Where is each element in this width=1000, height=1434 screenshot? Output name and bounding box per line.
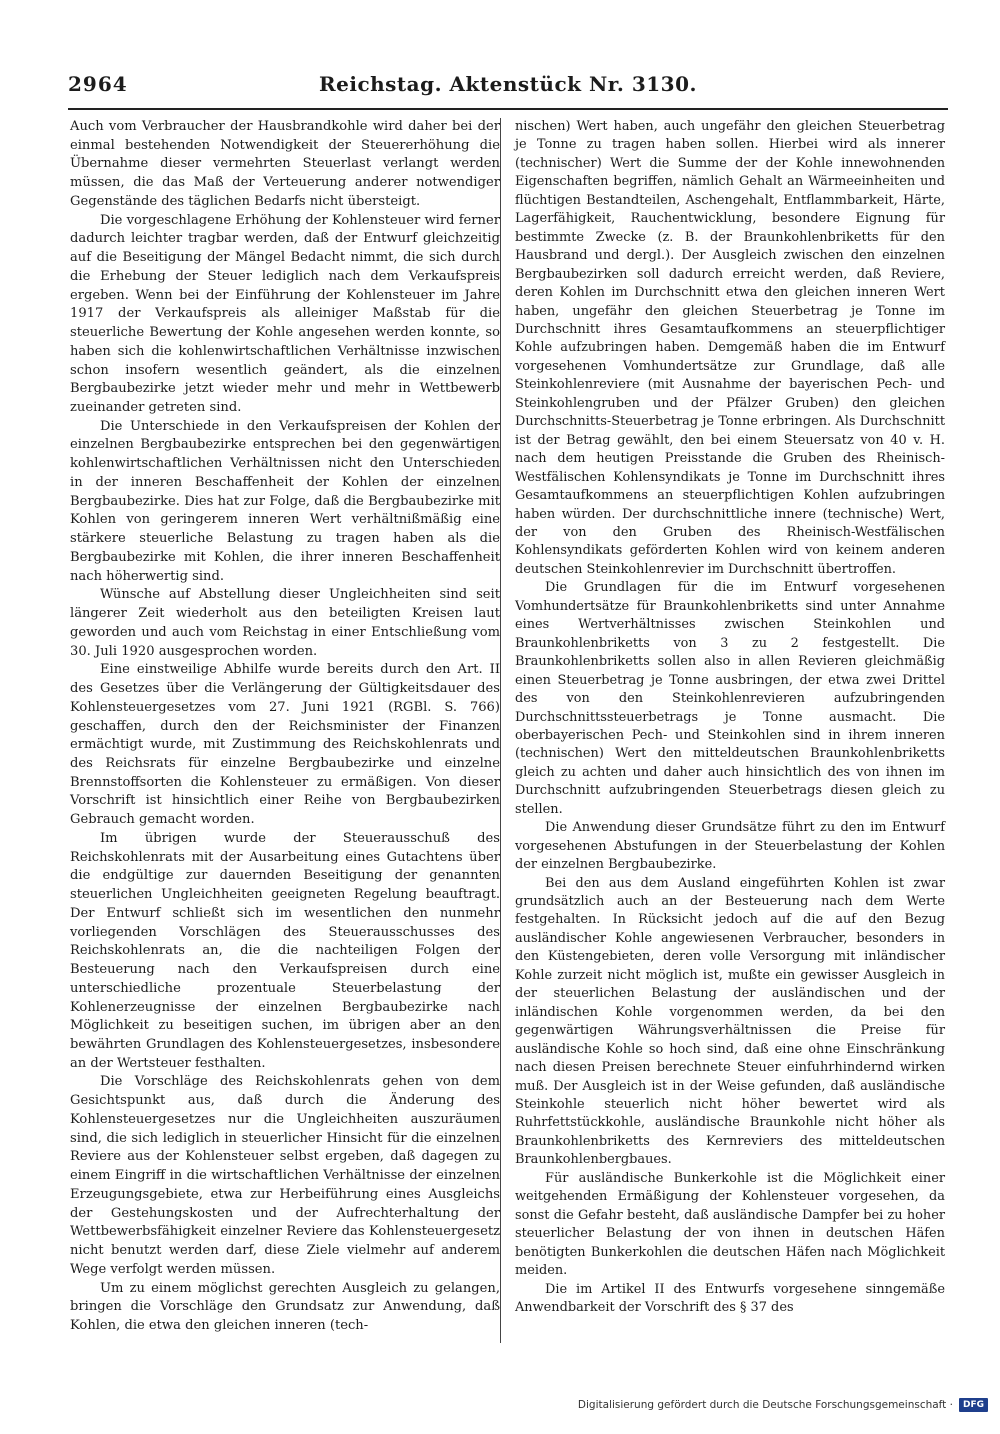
paragraph: Die Vorschläge des Reichskohlenrats gehen von dem Gesichtspunkt aus, daß durch die Änderung des Kohlensteuergesetzes nur die Ungleichheiten auszuräumen sind, die sich lediglich in steuerlicher Hinsicht für die einzelnen Reviere aus der Kohlensteuer selbst ergeben, daß dagegen zu einem Eingriff in die wirtschaftlichen Verhältnisse der einzelnen Erzeugungsgebiete, etwa zur Herbeiführung eines Ausgleichs der Gestehungskosten und der Aufrechterhaltung der Wettbewerbsfähigkeit einzelner Reviere das Kohlensteuergesetz nicht benutzt werden darf, diese Ziele vielmehr auf anderem Wege verfolgt werden müssen. — [70, 1074, 500, 1277]
paragraph: nischen) Wert haben, auch ungefähr den gleichen Steuerbetrag je Tonne zu tragen haben sollen. Hierbei wird als innerer (technischer) Wert die Summe der der Kohle innewohnenden Eigenschaften begriffen, nämlich Gehalt an Wärmeeinheiten und flüchtigen Bestandteilen, Aschengehalt, Entflammbarkeit, Härte, Lagerfähigkeit, Rauchentwicklung, besondere Eignung für bestimmte Zwecke (z. B. der Braunkohlenbriketts für den Hausbrand und dergl.). Der Ausgleich zwischen den einzelnen Bergbaubezirken soll dadurch erreicht werden, daß Reviere, deren Kohlen im Durchschnitt etwa den gleichen inneren Wert haben, ungefähr den gleichen Steuerbetrag je Tonne im Durchschnitt ihres Gesamtaufkommens an steuerpflichtiger Kohle aufzubringen haben. Demgemäß haben die im Entwurf vorgesehenen Vomhundertsätze zur Grundlage, daß alle Steinkohlenreviere (mit Ausnahme der bayerischen Pech- und Steinkohlengruben und der Pfälzer Gruben) den gleichen Durchschnitts-Steuerbetrag je Tonne erbringen. Als Durchschnitt ist der Betrag gewählt, den bei einem Steuersatz von 40 v. H. nach dem heutigen Preisstande die Gruben des Rheinisch-Westfälischen Kohlensyndikats je Tonne im Durchschnitt ihres Gesamtaufkommens an steuerpflichtigen Kohlen aufzubringen haben würden. Der durchschnittliche innere (technische) Wert, der von den Gruben des Rheinisch-Westfälischen Kohlensyndikats geförderten Kohlen wird von keinem anderen deutschen Steinkohlenrevier im Durchschnitt übertroffen. — [515, 119, 945, 577]
paragraph: Im übrigen wurde der Steuerausschuß des Reichskohlenrats mit der Ausarbeitung eines Gutachtens über die endgültige zur dauernden Beseitigung der genannten steuerlichen Ungleichheiten geeigneten Regelung beauftragt. Der Entwurf schließt sich im wesentlichen den nunmehr vorliegenden Vorschlägen des Steuerausschusses des Reichskohlenrats an, die die nachteiligen Folgen der Besteuerung nach den Verkaufspreisen durch eine unterschiedliche prozentuale Steuerbelastung der Kohlenerzeugnisse der einzelnen Bergbaubezirke nach Möglichkeit zu beseitigen suchen, im übrigen aber an den bewährten Grundlagen des Kohlensteuergesetzes, insbesondere an der Wertsteuer festhalten. — [70, 830, 500, 1071]
right-column — [515, 118, 945, 1317]
paragraph: Wünsche auf Abstellung dieser Ungleichheiten sind seit längerer Zeit wiederholt aus den beteiligten Kreisen laut geworden und auch vom Reichstag in einer Entschließung vom 30. Juli 1920 ausgesprochen worden. — [70, 587, 500, 659]
page-header — [68, 72, 948, 106]
header-rule — [68, 108, 948, 110]
paragraph: Die Anwendung dieser Grundsätze führt zu den im Entwurf vorgesehenen Abstufungen in der Steuerbelastung der Kohlen der einzelnen Bergbaubezirke. — [515, 820, 945, 873]
digitization-credit: Digitalisierung gefördert durch die Deutsche Forschungsgemeinschaft · — [577, 1399, 953, 1411]
paragraph: Für ausländische Bunkerkohle ist die Möglichkeit einer weitgehenden Ermäßigung der Kohlensteuer vorgesehen, da sonst die Gefahr besteht, daß ausländische Dampfer bei zu hoher steuerlicher Belastung der von ihnen in deutschen Häfen benötigten Bunkerkohlen die deutschen Häfen nach Möglichkeit meiden. — [515, 1170, 945, 1279]
page-footer — [578, 1396, 988, 1414]
dfg-logo: DFG — [959, 1398, 988, 1412]
page-number: 2964 — [68, 72, 128, 96]
paragraph: Eine einstweilige Abhilfe wurde bereits durch den Art. II des Gesetzes über die Verlängerung der Gültigkeitsdauer des Kohlensteuergesetzes vom 27. Juni 1921 (RGBl. S. 766) geschaffen, durch den der Reichsminister der Finanzen ermächtigt wurde, mit Zustimmung des Reichskohlenrats und des Reichsrats für einzelne Bergbaubezirke und einzelne Brennstoffsorten die Kohlensteuer zu ermäßigen. Von dieser Vorschrift ist hinsichtlich einer Reihe von Bergbaubezirken Gebrauch gemacht worden. — [70, 662, 500, 828]
paragraph: Die Grundlagen für die im Entwurf vorgesehenen Vomhundertsätze für Braunkohlenbriketts sind unter Annahme eines Wertverhältnisses zwischen Steinkohlen und Braunkohlenbriketts von 3 zu 2 festgestellt. Die Braunkohlenbriketts sollen also in allen Revieren gleichmäßig einen Steuerbetrag je Tonne ausbringen, der etwa zwei Drittel des von den Steinkohlenrevieren aufzubringenden Durchschnittssteuerbetrags je Tonne ausmacht. Die oberbayerischen Pech- und Steinkohlen sind in ihrem inneren (technischen) Wert den mitteldeutschen Braunkohlenbriketts gleich zu achten und daher auch hinsichtlich des von ihnen im Durchschnitt aufzubringenden Steuerbetrags diesen gleich zu stellen. — [515, 580, 945, 817]
paragraph: Auch vom Verbraucher der Hausbrandkohle wird daher bei der einmal bestehenden Notwendigkeit der Steuererhöhung die Übernahme dieser vermehrten Steuerlast verlangt werden müssen, die das Maß der Verteuerung anderer notwendiger Gegenstände des täglichen Bedarfs nicht übersteigt. — [70, 119, 500, 209]
column-divider — [500, 118, 501, 1343]
paragraph: Die Unterschiede in den Verkaufspreisen der Kohlen der einzelnen Bergbaubezirke entsprechen bei den gegenwärtigen kohlenwirtschaftlichen Verhältnissen nicht den Unterschieden in der inneren Beschaffenheit der Kohlen der einzelnen Bergbaubezirke. Dies hat zur Folge, daß die Bergbaubezirke mit Kohlen von geringerem inneren Wert verhältnißmäßig eine stärkere steuerliche Belastung zu tragen haben als die Bergbaubezirke mit Kohlen, die ihrer inneren Beschaffenheit nach höherwertig sind. — [70, 418, 500, 584]
paragraph: Bei den aus dem Ausland eingeführten Kohlen ist zwar grundsätzlich auch an der Besteuerung nach dem Werte festgehalten. In Rücksicht jedoch auf die auf den Bezug ausländischer Kohle angewiesenen Verbraucher, besonders in den Küstengebieten, deren volle Versorgung mit inländischer Kohle zurzeit nicht möglich ist, mußte ein gewisser Ausgleich in der steuerlichen Belastung der ausländischen und der inländischen Kohle vorgenommen werden, da bei den gegenwärtigen Währungsverhältnissen die Preise für ausländische Kohle so hoch sind, daß eine ohne Einschränkung nach diesen Preisen berechnete Steuer einfuhrhindernd wirken muß. Der Ausgleich ist in der Weise gefunden, daß ausländische Steinkohle steuerlich nicht höher bewertet wird als Ruhrfettstückkohle, ausländische Braunkohle nicht höher als Braunkohlenbriketts des Kernreviers des mitteldeutschen Braunkohlenbergbaues. — [515, 875, 945, 1168]
paragraph: Die im Artikel II des Entwurfs vorgesehene sinngemäße Anwendbarkeit der Vorschrift des § 37 des — [515, 1281, 945, 1315]
left-column — [70, 118, 500, 1336]
paragraph: Um zu einem möglichst gerechten Ausgleich zu gelangen, bringen die Vorschläge den Grundsatz zur Anwendung, daß Kohlen, die etwa den gleichen inneren (tech- — [70, 1280, 500, 1333]
running-title: Reichstag. Aktenstück Nr. 3130. — [319, 72, 697, 96]
paragraph: Die vorgeschlagene Erhöhung der Kohlensteuer wird ferner dadurch leichter tragbar werden, daß der Entwurf gleichzeitig auf die Beseitigung der Mängel Bedacht nimmt, die sich durch die Erhebung der Steuer lediglich nach dem Verkaufspreis ergeben. Wenn bei der Einführung der Kohlensteuer im Jahre 1917 der Verkaufspreis als alleiniger Maßstab für die steuerliche Bewertung der Kohle angesehen werden konnte, so haben sich die kohlenwirtschaftlichen Verhältnisse inzwischen schon insofern wesentlich geändert, als die einzelnen Bergbaubezirke jetzt wieder mehr und mehr in Wettbewerb zueinander getreten sind. — [70, 212, 500, 416]
